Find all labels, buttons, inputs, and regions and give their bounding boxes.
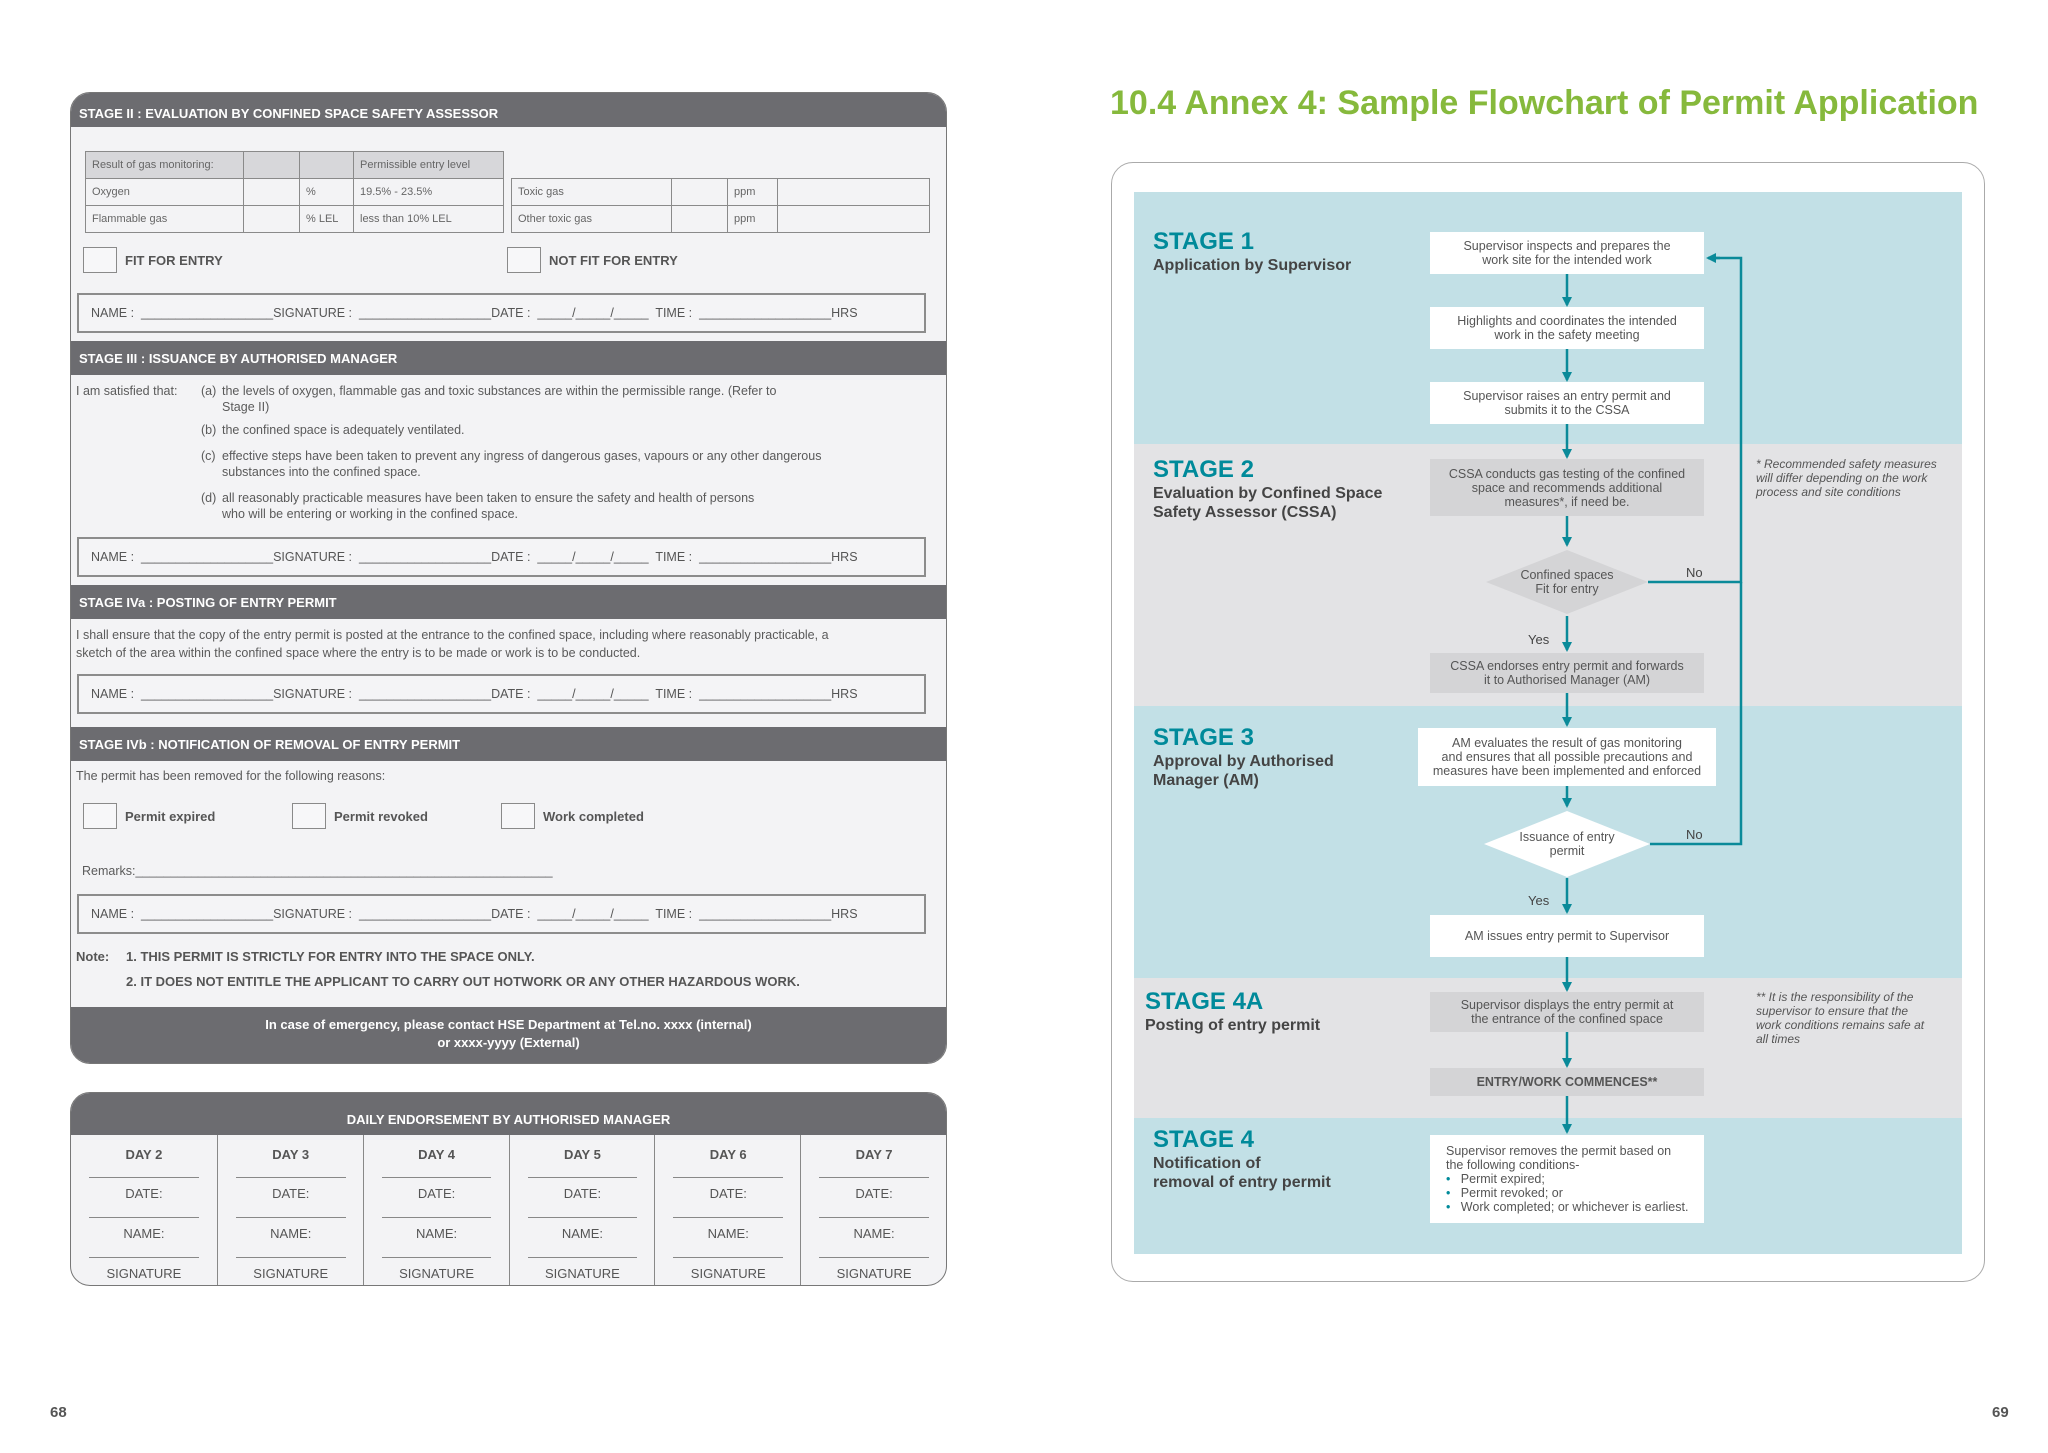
flow-box-display-permit <box>1430 992 1704 1032</box>
name-label[interactable]: NAME: <box>561 1226 603 1241</box>
permit-revoked-label: Permit revoked <box>334 809 428 824</box>
box-line: AM evaluates the result of gas monitoring <box>1452 736 1682 750</box>
box-text <box>1463 239 1670 267</box>
other-toxic-label: Other toxic gas <box>512 206 672 233</box>
box-line: Issuance of entry <box>1519 830 1615 844</box>
box-line: CSSA conducts gas testing of the confined <box>1448 466 1686 481</box>
box-line: the following conditions- <box>1446 1158 1580 1172</box>
box-line: submits it to the CSSA <box>1504 403 1630 417</box>
note-line: all times <box>1756 1032 1801 1046</box>
box-text <box>1457 314 1677 342</box>
name-label[interactable]: NAME: <box>415 1226 458 1241</box>
flammable-label: Flammable gas <box>86 206 244 233</box>
gas-header-cell: Result of gas monitoring: <box>86 152 244 179</box>
flow-box-inspect <box>1430 232 1704 274</box>
day-label: DAY 4 <box>418 1147 455 1162</box>
signature-label[interactable]: SIGNATURE <box>544 1266 620 1281</box>
toxic-label: Toxic gas <box>512 179 672 206</box>
box-line: measures have been implemented and enforced <box>1432 764 1702 778</box>
box-text <box>1519 830 1614 858</box>
date-label[interactable]: DATE: <box>125 1186 163 1201</box>
stage4a-subtitle: Posting of entry permit <box>1145 1017 1321 1034</box>
clause-c-text: effective steps have been taken to prevent any ingress of dangerous gases, vapours or any other dangerous <box>222 449 822 463</box>
work-completed-label: Work completed <box>543 809 644 824</box>
stage1-title: STAGE 1 <box>1153 228 1254 255</box>
stage4a-signature-line[interactable]: NAME : ___________________SIGNATURE : ___________________DATE : _____/_____/_____ TIME : ___________________HRS <box>77 674 926 714</box>
box-line: ENTRY/WORK COMMENCES** <box>1476 1075 1658 1089</box>
name-label[interactable]: NAME: <box>270 1226 312 1241</box>
box-text <box>1463 389 1671 417</box>
clause-a-text-2: Stage II) <box>222 400 270 414</box>
box-line: it to Authorised Manager (AM) <box>1483 673 1651 687</box>
yes-label: Yes <box>1528 893 1550 908</box>
note-recommended-measures <box>1756 457 1937 499</box>
not-fit-for-entry-label: NOT FIT FOR ENTRY <box>549 253 678 268</box>
note-line: ** It is the responsibility of the <box>1756 990 1914 1004</box>
stage4a-text: I shall ensure that the copy of the entry permit is posted at the entrance to the confined space, including where reasonably practicable, a <box>76 628 829 642</box>
stage4b-signature-line[interactable]: NAME : ___________________SIGNATURE : ___________________DATE : _____/_____/_____ TIME : ___________________HRS <box>77 894 926 934</box>
stage4a-header-text: STAGE IVa : POSTING OF ENTRY PERMIT <box>79 594 337 610</box>
flow-box-safety-meeting <box>1430 307 1704 349</box>
stage3-title: STAGE 3 <box>1153 724 1254 751</box>
emergency-text: In case of emergency, please contact HSE Department at Tel.no. xxxx (internal) <box>265 1017 752 1032</box>
signature-label[interactable]: SIGNATURE <box>253 1266 329 1281</box>
note-item-1: 1. THIS PERMIT IS STRICTLY FOR ENTRY INTO THE SPACE ONLY. <box>126 949 535 964</box>
date-label[interactable]: DATE: <box>855 1186 893 1201</box>
fit-for-entry-label: FIT FOR ENTRY <box>125 253 223 268</box>
stage3-header-text: STAGE III : ISSUANCE BY AUTHORISED MANAGER <box>79 350 398 366</box>
stage4-subtitle: Notification of <box>1153 1155 1261 1172</box>
note-line: will differ depending on the work <box>1756 471 1928 485</box>
date-label[interactable]: DATE: <box>709 1186 747 1201</box>
box-line: Work completed; or whichever is earliest. <box>1460 1200 1689 1214</box>
box-line: Permit revoked; or <box>1460 1186 1563 1200</box>
flow-box-raise-permit <box>1430 382 1704 424</box>
stage1-subtitle: Application by Supervisor <box>1153 257 1352 274</box>
flow-box-am-evaluate <box>1418 728 1716 786</box>
stage2-subtitle: Evaluation by Confined Space <box>1153 485 1383 502</box>
name-label[interactable]: NAME: <box>123 1226 165 1241</box>
note-supervisor-responsibility <box>1756 990 1924 1046</box>
box-line: Permit expired; <box>1460 1172 1545 1186</box>
stage3-intro: I am satisfied that: <box>76 384 178 398</box>
yes-label: Yes <box>1528 632 1550 647</box>
clause-a-label: (a) <box>201 384 217 398</box>
clause-c-label: (c) <box>201 449 216 463</box>
box-line: Supervisor raises an entry permit and <box>1463 389 1671 403</box>
stage4b-intro: The permit has been removed for the following reasons: <box>76 769 386 783</box>
stage4a-title: STAGE 4A <box>1145 988 1264 1015</box>
clause-c-text-2: substances into the confined space. <box>222 465 421 479</box>
no-label: No <box>1686 565 1703 580</box>
name-label[interactable]: NAME: <box>853 1226 895 1241</box>
decision-issuance-text <box>1482 809 1652 879</box>
bullet-line <box>1446 1186 1688 1200</box>
oxygen-label: Oxygen <box>86 179 244 206</box>
box-line: Supervisor inspects and prepares the <box>1463 239 1671 253</box>
oxygen-unit: % <box>300 179 354 206</box>
stage4b-header-text: STAGE IVb : NOTIFICATION OF REMOVAL OF ENTRY PERMIT <box>79 736 461 752</box>
box-line: AM issues entry permit to Supervisor <box>1464 929 1670 943</box>
clause-b-text: the confined space is adequately ventilated. <box>222 423 465 437</box>
box-line: Supervisor displays the entry permit at <box>1460 998 1674 1012</box>
box-text <box>1520 568 1613 596</box>
stage3-signature-line[interactable]: NAME : ___________________SIGNATURE : ___________________DATE : _____/_____/_____ TIME : ___________________HRS <box>77 537 926 577</box>
note-label: Note: <box>76 949 110 964</box>
bullet-icon: • <box>1446 1172 1461 1186</box>
toxic-unit: ppm <box>728 179 778 206</box>
box-line: the entrance of the confined space <box>1471 1012 1663 1026</box>
page-number-right: 69 <box>1992 1404 2009 1421</box>
page-number-left: 68 <box>50 1404 67 1421</box>
day-label: DAY 6 <box>709 1147 747 1162</box>
box-line: Highlights and coordinates the intended <box>1457 314 1677 328</box>
date-label[interactable]: DATE: <box>272 1186 310 1201</box>
stage3-subtitle-2: Manager (AM) <box>1153 772 1259 789</box>
bullet-line <box>1446 1200 1688 1214</box>
oxygen-level: 19.5% - 23.5% <box>354 179 504 206</box>
box-line: measures*, if need be. <box>1504 494 1630 509</box>
stage2-subtitle-2: Safety Assessor (CSSA) <box>1153 504 1337 521</box>
box-text <box>1450 659 1683 687</box>
signature-label[interactable]: SIGNATURE <box>836 1266 912 1281</box>
flow-box-am-issues <box>1430 915 1704 957</box>
note-line: supervisor to ensure that the <box>1756 1004 1909 1018</box>
box-text <box>1433 736 1701 778</box>
day-label: DAY 5 <box>563 1147 601 1162</box>
note-line: process and site conditions <box>1756 485 1901 499</box>
flammable-level: less than 10% LEL <box>354 206 504 233</box>
date-label[interactable]: DATE: <box>417 1186 456 1201</box>
signature-label[interactable]: SIGNATURE <box>106 1266 182 1281</box>
note-line: * Recommended safety measures <box>1756 457 1937 471</box>
box-text <box>1449 467 1685 509</box>
clause-a-text: the levels of oxygen, flammable gas and toxic substances are within the permissible range. (Refer to <box>222 384 777 398</box>
box-line: space and recommends additional <box>1471 480 1663 495</box>
box-line: CSSA endorses entry permit and forwards <box>1450 659 1684 673</box>
day-label: DAY 7 <box>855 1147 893 1162</box>
signature-label[interactable]: SIGNATURE <box>399 1266 475 1281</box>
other-toxic-unit: ppm <box>728 206 778 233</box>
stage2-title: STAGE 2 <box>1153 456 1254 483</box>
note-line: work conditions remains safe at <box>1756 1018 1925 1032</box>
box-line: work in the safety meeting <box>1494 328 1640 342</box>
stage3-subtitle: Approval by Authorised <box>1153 753 1334 770</box>
remarks-field[interactable]: Remarks:____________________________________________________________ <box>82 864 553 878</box>
box-text <box>1461 998 1674 1026</box>
clause-d-label: (d) <box>201 491 217 505</box>
stage4-title: STAGE 4 <box>1153 1126 1254 1153</box>
box-text <box>1446 1144 1688 1214</box>
flow-box-remove-permit <box>1430 1135 1704 1223</box>
permit-expired-label: Permit expired <box>125 809 216 824</box>
signature-label[interactable]: SIGNATURE <box>690 1266 766 1281</box>
flammable-unit: % LEL <box>300 206 354 233</box>
clause-b-label: (b) <box>201 423 217 437</box>
name-label[interactable]: NAME: <box>707 1226 749 1241</box>
box-line: Confined spaces <box>1520 568 1614 582</box>
bullet-icon: • <box>1446 1186 1461 1200</box>
day-label: DAY 2 <box>125 1147 163 1162</box>
flow-box-cssa-endorse <box>1430 653 1704 693</box>
stage2-header-text: STAGE II : EVALUATION BY CONFINED SPACE SAFETY ASSESSOR <box>79 105 499 121</box>
box-line: Fit for entry <box>1535 582 1599 596</box>
no-label: No <box>1686 827 1703 842</box>
daily-header-text: DAILY ENDORSEMENT BY AUTHORISED MANAGER <box>346 1111 671 1127</box>
annex-title: 10.4 Annex 4: Sample Flowchart of Permit Application <box>1110 84 1979 122</box>
box-line: permit <box>1549 844 1585 858</box>
no-loop-line-2 <box>1650 582 1741 844</box>
emergency-text-2: or xxxx-yyyy (External) <box>437 1035 580 1050</box>
box-line: work site for the intended work <box>1482 253 1652 267</box>
flow-box-work-commences <box>1430 1068 1704 1096</box>
flow-box-gas-testing <box>1430 459 1704 516</box>
bullet-icon: • <box>1446 1200 1461 1214</box>
decision-fit-text <box>1484 548 1650 616</box>
stage4a-text-2: sketch of the area within the confined space where the entry is to be made or work is to be conducted. <box>76 646 641 660</box>
clause-d-text: all reasonably practicable measures have been taken to ensure the safety and health of persons <box>222 491 755 505</box>
stage4-subtitle-2: removal of entry permit <box>1153 1174 1331 1191</box>
box-line: Supervisor removes the permit based on <box>1446 1144 1672 1158</box>
box-line: and ensures that all possible precautions and <box>1441 750 1693 764</box>
note-item-2: 2. IT DOES NOT ENTITLE THE APPLICANT TO CARRY OUT HOTWORK OR ANY OTHER HAZARDOUS WORK. <box>126 974 800 989</box>
day-label: DAY 3 <box>272 1147 310 1162</box>
stage2-signature-line[interactable]: NAME : ___________________SIGNATURE : ___________________DATE : _____/_____/_____ TIME : ___________________HRS <box>77 293 926 333</box>
date-label[interactable]: DATE: <box>563 1186 602 1201</box>
bullet-line <box>1446 1172 1688 1186</box>
permissible-header-cell: Permissible entry level <box>354 152 504 179</box>
clause-d-text-2: who will be entering or working in the confined space. <box>222 507 519 521</box>
